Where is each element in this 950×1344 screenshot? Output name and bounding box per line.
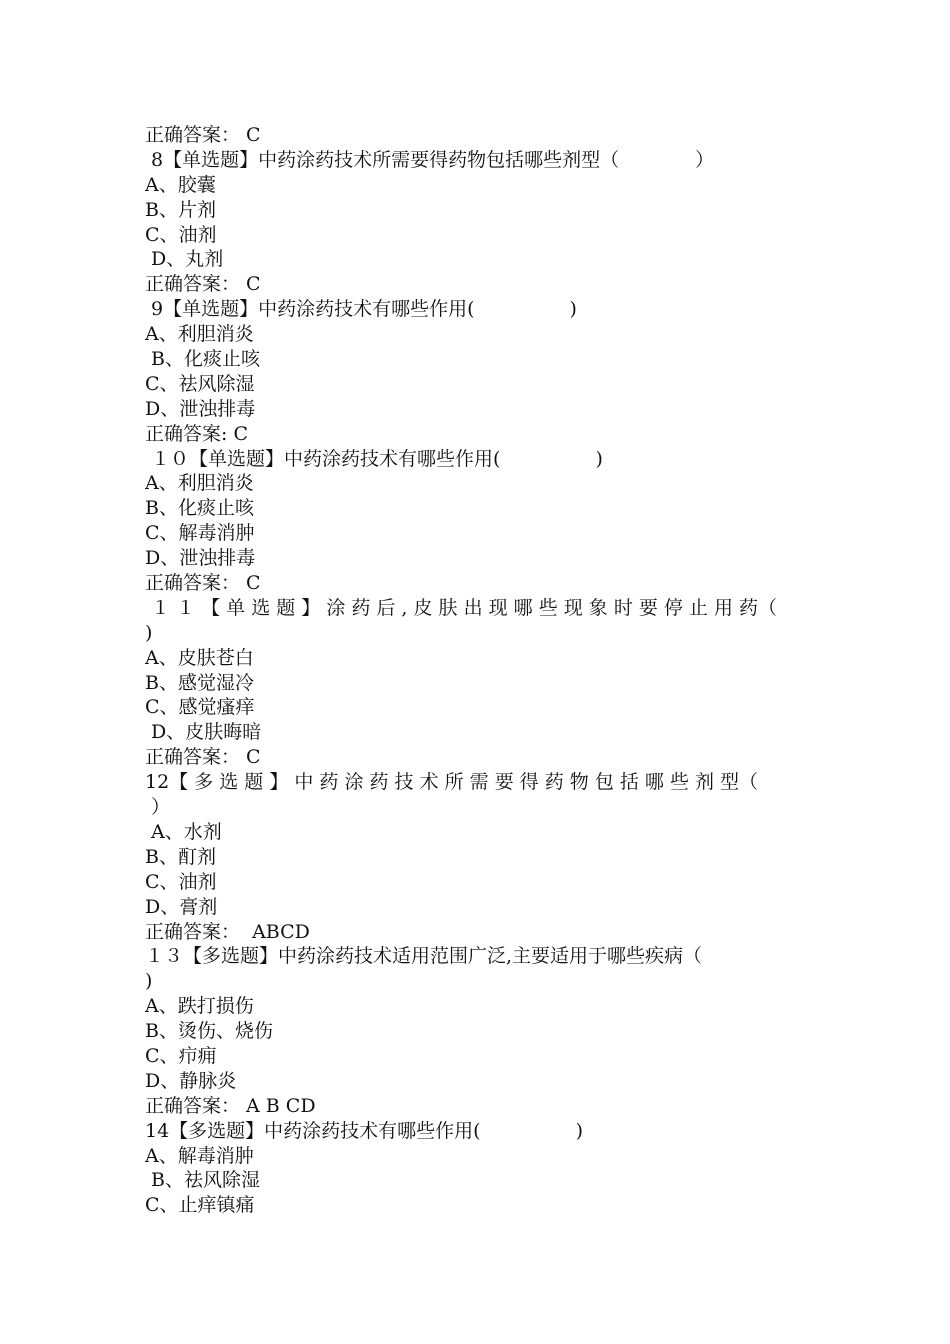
text-line: 8【单选题】中药涂药技术所需要得药物包括哪些剂型（ ） bbox=[145, 148, 715, 171]
text-line: １３【多选题】中药涂药技术适用范围广泛,主要适用于哪些疾病（ bbox=[145, 945, 703, 968]
text-line: C、油剂 bbox=[145, 223, 217, 246]
text-line: B、感觉湿冷 bbox=[145, 671, 254, 694]
text-line: A、胶囊 bbox=[145, 173, 216, 196]
text-line: A、解毒消肿 bbox=[145, 1144, 254, 1167]
text-line: A、水剂 bbox=[145, 820, 222, 843]
text-line: B、烫伤、烧伤 bbox=[145, 1020, 273, 1043]
text-line: ) bbox=[145, 970, 153, 993]
text-line: C、解毒消肿 bbox=[145, 522, 255, 545]
text-line: A、利胆消炎 bbox=[145, 472, 254, 495]
document-text-body bbox=[145, 123, 825, 1218]
text-line: 正确答案: C bbox=[145, 422, 248, 445]
text-line: D、皮肤晦暗 bbox=[145, 721, 262, 744]
text-line: C、祛风除湿 bbox=[145, 372, 255, 395]
text-line: B、片剂 bbox=[145, 198, 216, 221]
text-line: A、皮肤苍白 bbox=[145, 646, 254, 669]
text-line: B、化痰止咳 bbox=[145, 497, 254, 520]
text-line: A、跌打损伤 bbox=[145, 995, 254, 1018]
text-line: １０【单选题】中药涂药技术有哪些作用( ) bbox=[145, 447, 603, 470]
text-line: C、感觉瘙痒 bbox=[145, 696, 255, 719]
text-line: 9【单选题】中药涂药技术有哪些作用( ) bbox=[145, 298, 577, 321]
text-line: D、静脉炎 bbox=[145, 1069, 237, 1092]
text-line: 正确答案： C bbox=[145, 746, 261, 769]
text-line: B、祛风除湿 bbox=[145, 1169, 261, 1192]
text-line: C、止痒镇痛 bbox=[145, 1194, 255, 1217]
text-line: C、疖痈 bbox=[145, 1044, 217, 1067]
text-line: ） bbox=[145, 796, 171, 819]
text-line: 正确答案： C bbox=[145, 273, 261, 296]
text-line: 12【 多 选 题 】 中 药 涂 药 技 术 所 需 要 得 药 物 包 括 哪 些 剂 型（ bbox=[145, 771, 759, 794]
text-line: D、膏剂 bbox=[145, 895, 218, 918]
text-line: 14【多选题】中药涂药技术有哪些作用( ) bbox=[145, 1119, 584, 1142]
text-line: 正确答案： C bbox=[145, 572, 261, 595]
text-line: 正确答案： ABCD bbox=[145, 920, 310, 943]
text-line: D、丸剂 bbox=[145, 248, 224, 271]
text-line: D、泄浊排毒 bbox=[145, 397, 256, 420]
text-line: A、利胆消炎 bbox=[145, 323, 254, 346]
text-line: C、油剂 bbox=[145, 870, 217, 893]
text-line: １ １ 【 单 选 题 】 涂 药 后 , 皮 肤 出 现 哪 些 现 象 时 要 停 止 用 药（ bbox=[145, 596, 778, 619]
text-line: 正确答案： A B CD bbox=[145, 1094, 316, 1117]
text-line: ) bbox=[145, 621, 153, 644]
text-line: B、酊剂 bbox=[145, 845, 216, 868]
text-line: 正确答案： C bbox=[145, 124, 261, 146]
text-line: D、泄浊排毒 bbox=[145, 547, 256, 570]
text-line: B、化痰止咳 bbox=[145, 348, 261, 371]
